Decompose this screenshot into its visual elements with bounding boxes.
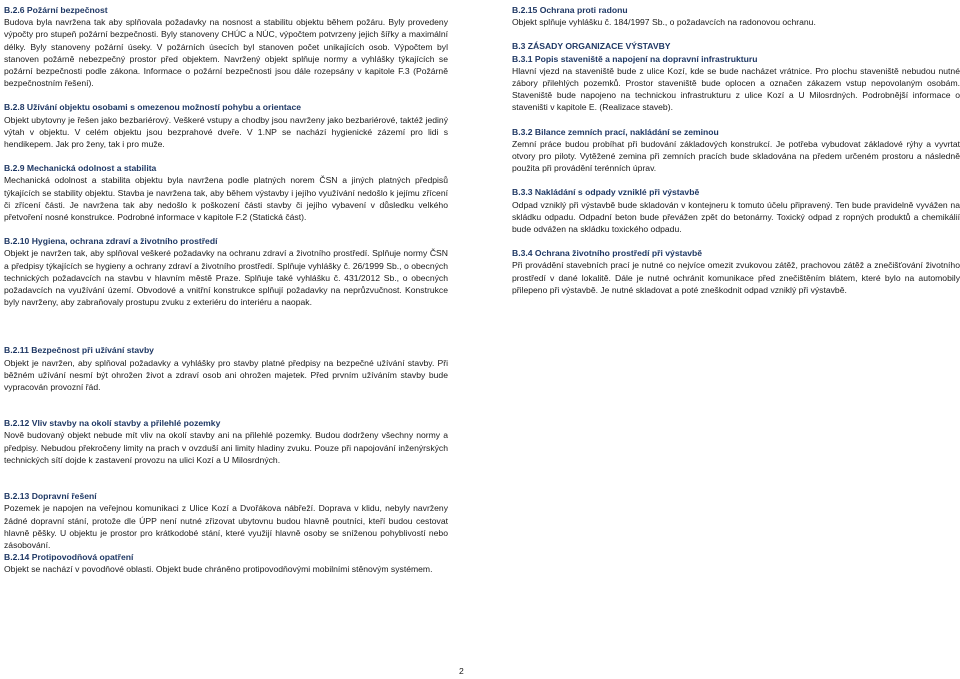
section-text: Objekt je navržen, aby splňoval požadavky a vyhlášky pro stavby platné předpisy na bezpečné užívání stavby. Při běžném užívání nesmí být ohrožen život a zdraví osob ani ohrožen majetek. Před prvním užíváním stavby bude vypracován provozní řád. <box>4 357 448 393</box>
section-heading: B.3.3 Nakládání s odpady vzniklé při výstavbě <box>512 187 700 198</box>
section-text: Zemní práce budou probíhat při budování základových konstrukcí. Je potřeba vybudovat základové rýhy a vyvrtat otvory pro piloty. Vytěžené zemina při zemních pracích bude skladována na předem určeném prostoru a následně použita při provádění terénních úprav. <box>512 138 960 174</box>
section-radon-protection <box>512 4 960 28</box>
section-text: Mechanická odolnost a stabilita objektu byla navržena podle platných norem ČSN a jiných platných předpisů týkajících se stability objektu. Stavba je navržena tak, aby během výstavby i jejího využívání nedošlo k jejímu zřícení či zřícení části. Je navržena tak aby nedošlo k poškození části stavby či jejího vybavení v důsledku velkého přetvoření nosné konstrukce. Podrobné informace v kapitole F.2 (Statická část). <box>4 175 448 223</box>
section-waste-handling <box>512 186 960 235</box>
section-text: Objekt splňuje vyhlášku č. 184/1997 Sb., o požadavcích na radonovou ochranu. <box>512 17 816 28</box>
section-heading: B.3.2 Bilance zemních prací, nakládání se zeminou <box>512 126 719 137</box>
section-text: Odpad vzniklý při výstavbě bude skladován v kontejneru k tomuto účelu připravený. Ten bude pravidelně vyvážen na skládku odpadu. Odpadní beton bude převážen zpět do betonárny. Toxický odpad z ropných produktů a chemikálií bude odvážen na skládku toxického odpadu. <box>512 199 960 235</box>
section-text: Při provádění stavebních prací je nutné co nejvíce omezit zvukovou zátěž, prachovou zátěž a znečišťování životního prostředí v dané lokalitě. Dále je nutné ochránit komunikace před znečištěním blátem, které bylo na automobily přilepeno při výstavbě. Je nutné skladovat a poté zneškodnit odpad vzniklý při výstavbě. <box>512 260 960 295</box>
section-heading: B.2.6 Požární bezpečnost <box>4 5 108 15</box>
section-heading: B.2.15 Ochrana proti radonu <box>512 5 628 15</box>
section-text: Objekt je navržen tak, aby splňoval veškeré požadavky na ochranu zdraví a životního prostředí. Splňuje normy ČSN a předpisy týkajících se hygieny a ochrany zdraví a životního prostředí. Splňuje vyhlášky č. 26/1999 Sb., o obecných technických požadavcích na stavbu v hlavním městě Praze. Splňuje také vyhlášku č. 431/2012 Sb., o obecných požadavcích na využívání území. Obvodové a vnitřní konstrukce splňují požadavky na neprůzvučnost. Konstrukce byly navrženy, aby zabraňovaly prostupu zvuku z exteriéru do interiéru a naopak. <box>4 248 448 308</box>
section-text: Hlavní vjezd na staveniště bude z ulice Kozí, kde se bude nacházet vrátnice. Pro plochu staveniště nebudou nutné zábory přilehlých pozemků. Prostor staveniště bude oplocen a označen zákazem vstup nepovolaným osobám. Staveniště bude napojeno na technickou infrastrukturu z ulice Kozí a U Milosrdných. Podrobnější informace o staveništi v kapitole E. (Realizace staveb). <box>512 65 960 113</box>
section-heading: B.2.10 Hygiena, ochrana zdraví a životního prostředí <box>4 236 218 247</box>
right-column <box>512 4 960 296</box>
section-heading: B.2.13 Dopravní řešení <box>4 491 97 502</box>
section-environment-protection <box>512 247 960 296</box>
page-number: 2 <box>459 666 464 676</box>
section-construction-principles <box>512 40 960 52</box>
section-text: Pozemek je napojen na veřejnou komunikaci z Ulice Kozí a Dvořákova nábřeží. Doprava v klidu, nebyly navrženy žádné dopravní stání, protože dle ÚPP není nutné zřizovat ubytovnu budou hlavně poutníci, kteří budou cestovat hlavně pěšky. U objektu je prostor pro krátkodobé stání, které využijí hlavně osoby se sníženou pohyblivostí nebo zásobování. <box>4 503 448 550</box>
section-heading: B.2.8 Užívání objektu osobami s omezenou možností pohybu a orientace <box>4 102 302 113</box>
section-text: Objekt se nachází v povodňové oblasti. Objekt bude chráněno protipovodňovými mobilními stěnovým systémem. <box>4 564 433 575</box>
section-fire-safety <box>4 4 448 89</box>
section-site-description <box>512 53 960 114</box>
section-text: Objekt ubytovny je řešen jako bezbariérový. Veškeré vstupy a chodby jsou navrženy jako bezbariérové, taktéž jediný výtah v objektu. V celém objektu jsou bezprahové dveře. V 1.NP se nachází hygienické zázemí pro lidi s hendikepem. Jak pro ženy, tak i pro muže. <box>4 114 448 150</box>
section-transport <box>4 490 448 551</box>
section-heading: B.2.14 Protipovodňová opatření <box>4 552 134 563</box>
section-heading: B.3.4 Ochrana životního prostředí při výstavbě <box>512 248 703 259</box>
section-accessibility <box>4 101 448 150</box>
section-heading: B.2.12 Vliv stavby na okolí stavby a přilehlé pozemky <box>4 418 221 429</box>
section-heading: B.2.9 Mechanická odolnost a stabilita <box>4 163 157 174</box>
section-heading: B.2.11 Bezpečnost při užívání stavby <box>4 345 154 356</box>
section-text: Nově budovaný objekt nebude mít vliv na okolí stavby ani na přilehlé pozemky. Budou dodrženy všechny normy a předpisy. Nebudou překročeny limity na prach v ovzduší ani limity hladiny zvuku. Pouze při napojování inženýrských technických sítí dojde k zastavení provozu na ulici Kozí a U Milosrdných. <box>4 430 448 465</box>
section-heading: B.3 ZÁSADY ORGANIZACE VÝSTAVBY <box>512 41 671 52</box>
section-surroundings <box>4 417 448 466</box>
section-text: Budova byla navržena tak aby splňovala požadavky na nosnost a stabilitu objektu během požáru. Byly provedeny výpočty pro stupeň požární bezpečnosti. Byly stanoveny CHÚC a NÚC, výpočtem potvrzeny jejich šířky a maximální délky. Byly stanoveny požární úseky. V požárních úsecích byl stanoven počet unikajících osob. Výpočtem byl stanoven požárně nebezpečný prostor před objektem. Navržený objekt splňuje normy a vyhlášky týkajících se požární bezpečnosti podle zákona. Informace o požární bezpečnosti jsou dále rozepsány v kapitole F.3 (Požárně bezpečnostním řešení). <box>4 17 448 89</box>
section-earthworks <box>512 126 960 175</box>
section-mechanical-stability <box>4 162 448 223</box>
left-column <box>4 4 448 576</box>
section-hygiene <box>4 235 448 308</box>
section-heading: B.3.1 Popis staveniště a napojení na dopravní infrastrukturu <box>512 53 758 64</box>
section-flood-protection <box>4 551 448 575</box>
section-usage-safety <box>4 344 448 393</box>
